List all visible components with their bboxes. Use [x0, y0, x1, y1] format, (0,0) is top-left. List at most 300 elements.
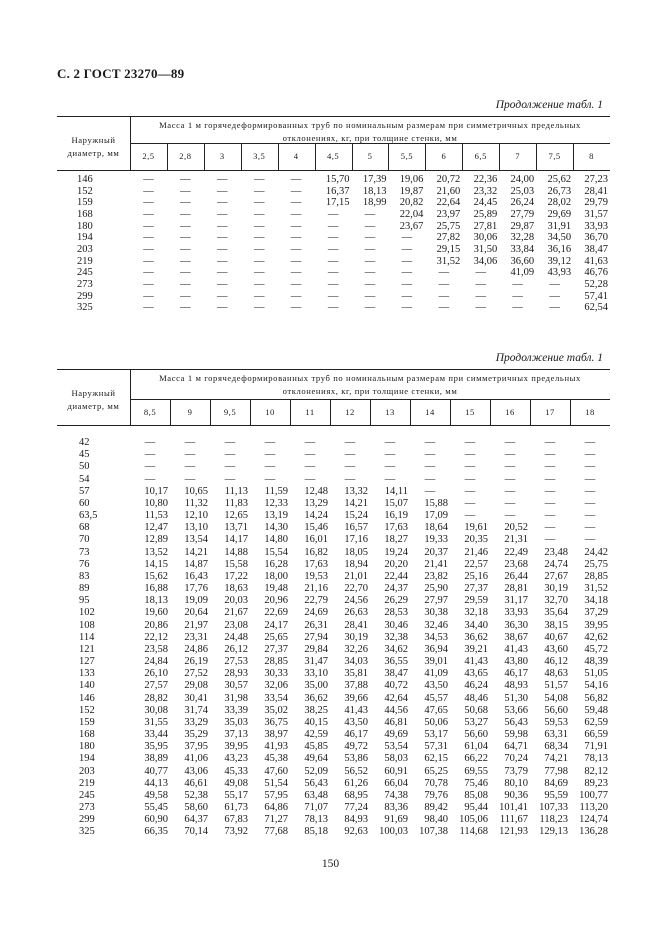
table-cell: 32,70	[544, 595, 568, 607]
table-cell: 58,03	[384, 753, 408, 765]
table-cell: 17,15	[325, 197, 350, 209]
table-cell: 46,81	[384, 716, 408, 728]
table-cell: 42,59	[304, 729, 328, 741]
diameter-cell: 325	[79, 826, 95, 838]
table-cell: —	[384, 449, 396, 461]
table-cell: 38,25	[304, 704, 328, 716]
table-cell: 14,21	[344, 497, 368, 509]
table-cell: 100,03	[379, 826, 408, 838]
table-cell: 17,09	[424, 510, 448, 522]
table-cell: 26,24	[510, 197, 535, 209]
table-cell: 62,59	[584, 716, 608, 728]
table-cell: 20,96	[264, 595, 288, 607]
table-cell: 38,67	[504, 631, 528, 643]
table-cell: —	[290, 185, 302, 197]
table-cell: 25,75	[436, 220, 461, 232]
diameter-cell: 203	[77, 243, 93, 255]
table-cell: —	[180, 278, 191, 290]
table-cell: —	[424, 437, 436, 448]
table-cell: 22,69	[264, 607, 288, 619]
thickness-header: 15	[465, 406, 475, 417]
table-cell: —	[504, 510, 516, 522]
table-cell: 84,69	[544, 777, 568, 789]
table-cell: —	[143, 302, 154, 314]
thickness-header: 10	[265, 406, 275, 417]
table-cell: 48,63	[544, 668, 568, 680]
table-cell: 51,57	[544, 680, 568, 692]
table-cell: 89,42	[424, 802, 448, 814]
table-cell: 43,60	[544, 643, 568, 655]
table-cell: 24,69	[304, 607, 328, 619]
table-cell: 31,52	[584, 583, 608, 595]
table-cell: 23,48	[544, 546, 568, 558]
table-cell: 33,44	[144, 729, 168, 741]
diameter-cell: 127	[79, 656, 95, 668]
diameter-cell: 152	[79, 704, 95, 716]
table-cell: 51,05	[584, 668, 608, 680]
table-cell: 57,95	[264, 789, 288, 801]
thickness-header: 8,5	[143, 406, 157, 417]
table-cell: 64,37	[184, 814, 208, 826]
table-cell: 14,80	[264, 534, 288, 546]
table-cell: 18,05	[344, 546, 368, 558]
table-cell: —	[584, 522, 596, 534]
table-cell: 29,87	[510, 220, 535, 232]
table-cell: 53,66	[504, 704, 528, 716]
table-cell: 41,43	[344, 704, 368, 716]
table-cell: 36,62	[464, 631, 488, 643]
mass-header: Масса 1 м горячедеформированных труб по номинальным размерам при симметричных предельных отклонениях, кг, при толщине стенки, мм	[159, 120, 581, 143]
table-cell: 49,58	[144, 789, 168, 801]
table-cell: —	[290, 174, 302, 185]
table-cell: 33,93	[504, 607, 528, 619]
table-cell: —	[253, 267, 265, 279]
table-cell: 34,18	[584, 595, 608, 607]
table-cell: 98,40	[424, 814, 448, 826]
table-cell: —	[180, 185, 191, 197]
table-cell: —	[438, 290, 450, 302]
table-cell: —	[424, 461, 436, 473]
table-cell: 89,23	[584, 777, 608, 789]
table-cell: —	[438, 278, 450, 290]
table-cell: 53,86	[344, 753, 368, 765]
table-cell: 90,36	[504, 789, 528, 801]
thickness-header: 4,5	[326, 151, 340, 161]
thickness-header: 17	[545, 406, 555, 417]
table-cell: 66,35	[144, 826, 168, 838]
table-cell: —	[584, 473, 596, 485]
table-cell: 23,68	[504, 558, 528, 570]
table-cell: —	[364, 255, 376, 267]
table-cell: 70,24	[504, 753, 528, 765]
table-cell: —	[584, 437, 596, 448]
table-cell: —	[544, 510, 556, 522]
table-cell: 16,82	[304, 546, 328, 558]
table-cell: 39,66	[344, 692, 368, 704]
table-cell: 35,29	[184, 729, 208, 741]
table-cell: 17,16	[344, 534, 368, 546]
table-cell: 29,15	[436, 243, 461, 255]
table-cell: 21,01	[344, 570, 368, 582]
table-cell: —	[253, 232, 265, 244]
table-cell: 78,13	[304, 814, 328, 826]
table-cell: —	[504, 461, 516, 473]
table-cell: 68,34	[544, 741, 568, 753]
table-cell: 22,04	[399, 208, 424, 220]
table-cell: 18,64	[424, 522, 448, 534]
diameter-cell: 273	[77, 278, 93, 290]
diameter-header: Наружный диаметр, мм	[67, 388, 120, 411]
table-cell: 43,23	[224, 753, 248, 765]
table-cell: 21,46	[464, 546, 488, 558]
table-cell: 20,72	[436, 174, 461, 185]
table-cell: —	[512, 302, 523, 314]
table-cell: 51,54	[264, 777, 288, 789]
table-cell: —	[143, 267, 154, 279]
table-cell: 24,17	[264, 619, 288, 631]
table-cell: 29,69	[547, 208, 572, 220]
table-cell: —	[217, 208, 228, 220]
table-cell: 39,21	[464, 643, 488, 655]
table-cell: —	[327, 267, 339, 279]
table-cell: —	[290, 290, 302, 302]
table-cell: 28,02	[547, 197, 572, 209]
table-cell: —	[217, 302, 228, 314]
table-cell: —	[344, 461, 356, 473]
table-continuation-label: Продолжение табл. 1	[495, 352, 603, 364]
table-cell: —	[290, 267, 302, 279]
table-cell: 45,38	[264, 753, 288, 765]
table-cell: 41,09	[510, 267, 535, 279]
diameter-cell: 89	[79, 583, 90, 595]
table-cell: —	[253, 220, 265, 232]
thickness-header: 3,5	[253, 151, 266, 161]
table-cell: 43,93	[547, 267, 572, 279]
table-cell: 33,84	[510, 243, 535, 255]
table-cell: 34,40	[464, 619, 488, 631]
table-cell: 56,60	[544, 704, 568, 716]
table-cell: 33,10	[304, 668, 328, 680]
diameter-cell: 146	[79, 692, 95, 704]
table-cell: 11,13	[224, 485, 248, 497]
diameter-cell: 168	[79, 729, 95, 741]
table-cell: 25,62	[547, 174, 572, 185]
table-cell: 34,50	[547, 232, 572, 244]
table-cell: 66,04	[384, 777, 408, 789]
diameter-header: Наружный диаметр, мм	[67, 135, 120, 158]
table-cell: 27,52	[184, 668, 208, 680]
table-cell: 38,97	[264, 729, 288, 741]
table-cell: 69,55	[464, 765, 488, 777]
table-cell: 78,13	[584, 753, 608, 765]
diameter-cell: 219	[79, 777, 95, 789]
table-cell: 22,44	[384, 570, 408, 582]
table-cell: 62,54	[584, 302, 608, 314]
table-cell: 26,63	[344, 607, 368, 619]
table-cell: 30,41	[184, 692, 208, 704]
table-cell: —	[144, 437, 156, 448]
page-number: 150	[321, 858, 340, 870]
table-cell: 22,79	[304, 595, 328, 607]
table-cell: —	[253, 278, 265, 290]
table-cell: —	[304, 461, 316, 473]
table-cell: 79,76	[424, 789, 448, 801]
table-cell: 25,90	[424, 583, 448, 595]
table-cell: 28,85	[264, 656, 288, 668]
table-cell: 11,53	[144, 510, 168, 522]
table-cell: 23,31	[184, 631, 208, 643]
diameter-cell: 152	[77, 185, 93, 197]
table-cell: 35,81	[344, 668, 368, 680]
diameter-cell: 159	[79, 716, 95, 728]
table-cell: 12,33	[264, 497, 288, 509]
table-cell: 24,45	[473, 197, 498, 209]
table-cell: 60,90	[144, 814, 168, 826]
table-cell: 37,88	[344, 680, 368, 692]
table-cell: 17,63	[304, 558, 328, 570]
table-cell: 13,32	[344, 485, 368, 497]
table-cell: 42,64	[384, 692, 408, 704]
table-cell: 11,83	[224, 497, 248, 509]
table-cell: 63,48	[304, 789, 328, 801]
diameter-cell: 83	[79, 570, 90, 582]
table-continuation-label: Продолжение табл. 1	[495, 99, 603, 111]
table-cell: —	[464, 473, 476, 485]
table-cell: 30,38	[424, 607, 448, 619]
thickness-header: 7	[515, 151, 521, 161]
table-cell: 34,06	[473, 255, 498, 267]
table-cell: 12,89	[144, 534, 168, 546]
table-cell: 47,60	[264, 765, 288, 777]
table-cell: 45,85	[304, 741, 328, 753]
thickness-header: 12	[345, 406, 355, 417]
table-cell: 70,14	[184, 826, 208, 838]
diameter-cell: 57	[79, 485, 90, 497]
thickness-header: 14	[425, 406, 435, 417]
diameter-cell: 180	[79, 741, 95, 753]
table-cell: 26,44	[504, 570, 528, 582]
table-cell: —	[180, 255, 191, 267]
table-cell: 66,22	[464, 753, 488, 765]
table-cell: 15,70	[325, 174, 350, 185]
table-cell: 65,25	[424, 765, 448, 777]
table-cell: 35,64	[544, 607, 568, 619]
table-cell: —	[401, 302, 413, 314]
table-cell: —	[544, 449, 556, 461]
table-cell: 49,64	[304, 753, 328, 765]
table-cell: —	[217, 290, 228, 302]
table-cell: 56,43	[504, 716, 528, 728]
table-cell: 19,61	[464, 522, 488, 534]
table-cell: 31,91	[547, 220, 572, 232]
table-cell: —	[180, 174, 191, 185]
thickness-header: 2,5	[142, 151, 155, 161]
diameter-cell: 70	[79, 534, 90, 546]
table-cell: 49,08	[224, 777, 248, 789]
table-cell: 51,30	[504, 692, 528, 704]
table-cell: 15,88	[424, 497, 448, 509]
table-cell: 85,08	[464, 789, 488, 801]
table-cell: 28,53	[384, 607, 408, 619]
table-cell: 26,10	[144, 668, 168, 680]
table-cell: —	[184, 437, 196, 448]
table-cell: 36,70	[584, 232, 608, 244]
table-cell: 30,06	[473, 232, 498, 244]
table-cell: 17,76	[184, 583, 208, 595]
table-cell: 21,41	[424, 558, 448, 570]
table-cell: 19,48	[264, 583, 288, 595]
table-cell: 129,13	[539, 826, 568, 838]
table-cell: —	[401, 290, 413, 302]
table-cell: —	[184, 461, 196, 473]
table-cell: 24,37	[384, 583, 408, 595]
table-cell: 27,37	[464, 583, 488, 595]
table-rule	[57, 170, 610, 171]
table-cell: —	[401, 243, 413, 255]
table-cell: 32,28	[510, 232, 535, 244]
table-cell: 34,53	[424, 631, 448, 643]
table-cell: 48,39	[584, 656, 608, 668]
diameter-cell: 140	[79, 680, 95, 692]
table-cell: 15,58	[224, 558, 248, 570]
table-cell: 45,57	[424, 692, 448, 704]
table-cell: —	[327, 302, 339, 314]
diameter-cell: 68	[79, 522, 90, 534]
table-cell: —	[475, 267, 486, 279]
table-cell: 45,72	[584, 643, 608, 655]
table-cell: —	[143, 255, 154, 267]
table-cell: —	[584, 510, 596, 522]
table-cell: —	[144, 473, 156, 485]
table-cell: 21,16	[304, 583, 328, 595]
table-cell: —	[544, 437, 556, 448]
thickness-header: 9	[187, 406, 193, 417]
table-cell: 34,62	[384, 643, 408, 655]
diameter-cell: 76	[79, 558, 90, 570]
table-cell: 27,53	[224, 656, 248, 668]
table-cell: 52,28	[584, 278, 608, 290]
table-cell: 36,94	[424, 643, 448, 655]
table-cell: —	[217, 278, 228, 290]
table-cell: 52,09	[304, 765, 328, 777]
table-cell: —	[290, 255, 302, 267]
table-cell: —	[224, 473, 236, 485]
diameter-cell: 245	[79, 789, 95, 801]
table-cell: —	[544, 485, 556, 497]
table-cell: —	[143, 278, 154, 290]
table-cell: —	[217, 232, 228, 244]
table-cell: 49,69	[384, 729, 408, 741]
table-cell: 13,54	[184, 534, 208, 546]
mass-header: Масса 1 м горячедеформированных труб по номинальным размерам при симметричных предельных отклонениях, кг, при толщине стенки, мм	[159, 373, 581, 396]
table-cell: 13,52	[144, 546, 168, 558]
table-cell: —	[544, 534, 556, 546]
table-cell: —	[544, 497, 556, 509]
table-cell: —	[549, 302, 560, 314]
table-cell: 18,94	[344, 558, 368, 570]
table-cell: 46,61	[184, 777, 208, 789]
table-cell: —	[504, 473, 516, 485]
table-cell: 47,65	[424, 704, 448, 716]
thickness-header: 5	[367, 151, 373, 161]
table-cell: 29,79	[584, 197, 608, 209]
table-cell: 16,88	[144, 583, 168, 595]
table-cell: 23,82	[424, 570, 448, 582]
table-cell: 71,91	[584, 741, 608, 753]
table-cell: 54,08	[544, 692, 568, 704]
table-cell: 73,79	[504, 765, 528, 777]
table-cell: 24,84	[144, 656, 168, 668]
table-cell: 61,73	[224, 802, 248, 814]
table-cell: 19,60	[144, 607, 168, 619]
table-cell: 38,47	[584, 243, 608, 255]
table-cell: 40,77	[144, 765, 168, 777]
table-cell: —	[364, 232, 376, 244]
table-cell: 37,13	[224, 729, 248, 741]
table-cell: 13,71	[224, 522, 248, 534]
table-cell: 16,19	[384, 510, 408, 522]
table-cell: 22,36	[473, 174, 498, 185]
diameter-cell: 73	[79, 546, 90, 558]
table-cell: —	[475, 278, 486, 290]
table-cell: 14,88	[224, 546, 248, 558]
table-cell: —	[327, 243, 339, 255]
table-cell: —	[253, 185, 265, 197]
table-cell: —	[184, 449, 196, 461]
table-cell: 25,16	[464, 570, 488, 582]
table-cell: —	[184, 473, 196, 485]
table-cell: 52,38	[184, 789, 208, 801]
thickness-header: 9,5	[223, 406, 237, 417]
table-cell: —	[224, 437, 236, 448]
table-cell: 92,63	[344, 826, 368, 838]
table-cell: 16,43	[184, 570, 208, 582]
table-cell: 20,37	[424, 546, 448, 558]
table-cell: 77,98	[544, 765, 568, 777]
table-cell: 58,60	[184, 802, 208, 814]
table-cell: 43,06	[184, 765, 208, 777]
table-cell: 75,46	[464, 777, 488, 789]
table-cell: 43,50	[344, 716, 368, 728]
table-cell: 111,67	[499, 814, 528, 826]
table-cell: 18,99	[362, 197, 387, 209]
table-cell: 18,00	[264, 570, 288, 582]
table-cell: 23,58	[144, 643, 168, 655]
table-cell: 27,37	[264, 643, 288, 655]
table-cell: —	[464, 449, 476, 461]
table-cell: —	[384, 473, 396, 485]
table-cell: 29,08	[184, 680, 208, 692]
table-cell: 10,80	[144, 497, 168, 509]
table-cell: 45,33	[224, 765, 248, 777]
table-cell: 46,17	[504, 668, 528, 680]
table-cell: 12,10	[184, 510, 208, 522]
diameter-cell: 168	[77, 208, 93, 220]
table-cell: 20,20	[384, 558, 408, 570]
table-cell: 36,62	[304, 692, 328, 704]
table-cell: 14,21	[184, 546, 208, 558]
diameter-cell: 63,5	[79, 510, 98, 522]
table-cell: 56,82	[584, 692, 608, 704]
table-cell: 31,98	[224, 692, 248, 704]
table-cell: 14,24	[304, 510, 328, 522]
table-cell: 46,24	[464, 680, 488, 692]
table-cell: 14,11	[384, 485, 408, 497]
thickness-header: 7,5	[548, 151, 561, 161]
table-cell: 28,81	[504, 583, 528, 595]
table-cell: 10,17	[144, 485, 168, 497]
table-cell: —	[264, 449, 276, 461]
